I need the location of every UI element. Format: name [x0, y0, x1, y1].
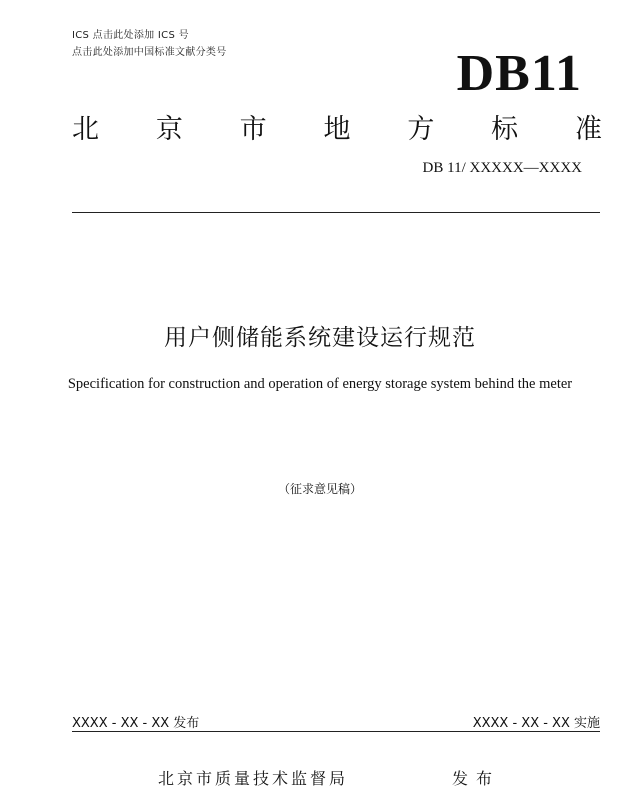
ccs-code-placeholder[interactable]: 点击此处添加中国标准文献分类号: [72, 47, 227, 58]
standard-type-char: 标: [491, 114, 519, 145]
standard-type-char: 方: [407, 114, 435, 145]
title-chinese: 用户侧储能系统建设运行规范: [164, 325, 476, 351]
standard-type-char: 北: [72, 114, 99, 145]
ics-code-placeholder[interactable]: ICS 点击此处添加 ICS 号: [72, 30, 189, 41]
issue-label: 发布: [452, 769, 501, 788]
standard-type-char: 准: [574, 114, 602, 145]
issue-date: XXXX - XX - XX 发布: [72, 716, 200, 731]
standard-type-char: 市: [239, 114, 267, 145]
db11-logo: DB11: [456, 45, 582, 102]
standard-type-heading: [72, 112, 602, 148]
standard-type-char: 京: [155, 114, 183, 145]
implementation-date: XXXX - XX - XX 实施: [472, 716, 600, 731]
issuing-authority: 北京市质量技术监督局: [158, 769, 349, 788]
title-english: Specification for construction and operation of energy storage system behind the meter: [67, 376, 573, 392]
standard-type-char: 地: [323, 114, 351, 145]
header-divider: [72, 212, 600, 213]
draft-status-label: （征求意见稿）: [277, 482, 362, 496]
standard-number: DB 11/ XXXXX—XXXX: [422, 160, 582, 176]
footer-divider: [72, 731, 600, 732]
